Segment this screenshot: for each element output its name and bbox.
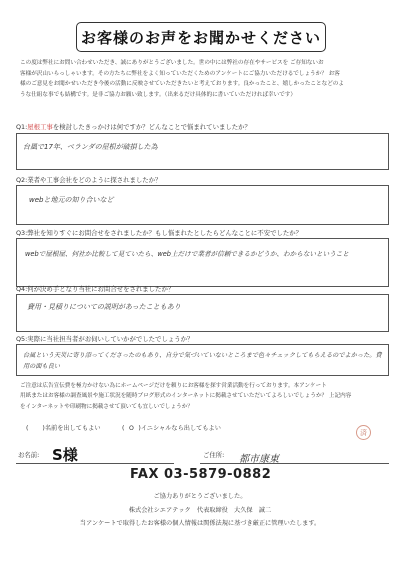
company-name: 株式会社シエアテック 代表取締役 大久保 誠二 (128, 507, 272, 514)
approval-stamp: 済 (356, 425, 371, 440)
consent-label: イニシャルなら出してもよい (140, 425, 221, 432)
answer-text: webで屋根屋、何社か比較して見ていたら、web上だけで業者が信頼できるかどうか、わからないということ (25, 250, 349, 258)
question-text: 何が決め手となり当社にお問合せをされましたか？ (27, 285, 175, 293)
question-3 (16, 228, 302, 237)
notice-line: ご注意は広告宣伝費を極力かけない為にホームページだけを頼りにお客様を探す営業活動を行っております。本アンケート (20, 383, 327, 389)
address-label: ご住所: (203, 451, 225, 459)
answer-box-1 (16, 133, 389, 170)
page-title: お客様のお声をお聞かせください (76, 22, 326, 52)
question-5 (16, 334, 193, 343)
question-text: 弊社を知りすぐにお問合せをされましたか？もし悩まれたとしたらどんなことに不安でしたか？ (27, 229, 303, 237)
intro-line: 様のご意見をお聞かせいただき今後の活動に反映させていただきたいと考えております。良かったこと、嬉しかったことなどのよ (20, 81, 344, 88)
answer-box-3 (16, 238, 389, 287)
intro-text (14, 58, 390, 100)
notice-line: 用紙またはお客様の調査風景や施工状況を随時ブログ形式のインターネットに掲載させていただいてよろしいでしょうか？ 上記内容 (20, 393, 352, 400)
fax-number: FAX 03-5879-0882 (130, 467, 272, 482)
question-text: を検討したきっかけは何ですか？どんなことで悩まれていましたか？ (52, 123, 251, 131)
question-number: Q4: (16, 285, 28, 293)
notice-line: をインターネットや印刷物に掲載させて頂いても宜しいでしょうか？ (20, 403, 193, 410)
question-4 (16, 284, 174, 293)
question-text: 業者や工事会社をどのように探されましたか？ (27, 176, 162, 184)
question-2 (16, 175, 161, 184)
privacy-footer: 当アンケートで取得したお客様の個人情報は関係法規に基づき厳正に管理いたします。 (79, 520, 321, 527)
question-text: 実際に当社担当者がお伺いしていかがでしたでしょうか？ (27, 335, 194, 343)
publication-notice (14, 381, 390, 412)
name-underline (16, 463, 174, 464)
answer-text: webと地元の知り合いなど (29, 196, 114, 204)
question-1 (16, 122, 251, 131)
consent-option-initials[interactable]: ( O )イニシャルなら出してもよい (122, 425, 221, 432)
answer-text: 台風で17年、ベランダの屋根が破損した為 (23, 143, 158, 151)
question-number: Q2: (16, 176, 28, 184)
question-number: Q1: (16, 123, 28, 131)
name-value: S様 (52, 446, 78, 464)
address-underline (200, 463, 389, 464)
answer-text: 費用・見積りについての説明があったこともあり (27, 303, 181, 311)
question-number: Q3: (16, 229, 28, 237)
answer-text: 台風という天災に寄り添ってくださったのもあり、自分で気づいていないところまで色々チェックしてもらえるのでよかった。費用の面も良い (23, 352, 382, 370)
question-number: Q5: (16, 335, 28, 343)
intro-line: この度は弊社にお問い合わせいただき、誠にありがとうございました。世の中には弊社の存在やサービスを ご存知ないお (20, 60, 324, 66)
question-highlight: 屋根工事 (27, 123, 53, 131)
thanks-text: ご協力ありがとうございました。 (153, 493, 247, 500)
consent-mark[interactable]: O (128, 425, 134, 432)
answer-box-4 (16, 294, 389, 332)
address-value: 都市康東 (239, 454, 279, 465)
consent-option-name[interactable]: ( )名前を出してもよい (26, 425, 101, 432)
name-label: お名前: (18, 451, 40, 459)
intro-line: 客様が沢山いらっしゃいます。その方たちに弊社をよく知っていただくためのアンケートにご協力いただけるでしょうか？ お客 (20, 70, 340, 77)
answer-box-5 (16, 344, 389, 376)
consent-label: 名前を出してもよい (44, 425, 101, 432)
intro-line: うな仕組な事でも結構です。是非ご協力お願い致します。（出来るだけ具体的に書いていただければ幸いです） (20, 91, 296, 98)
answer-box-2 (16, 185, 389, 225)
